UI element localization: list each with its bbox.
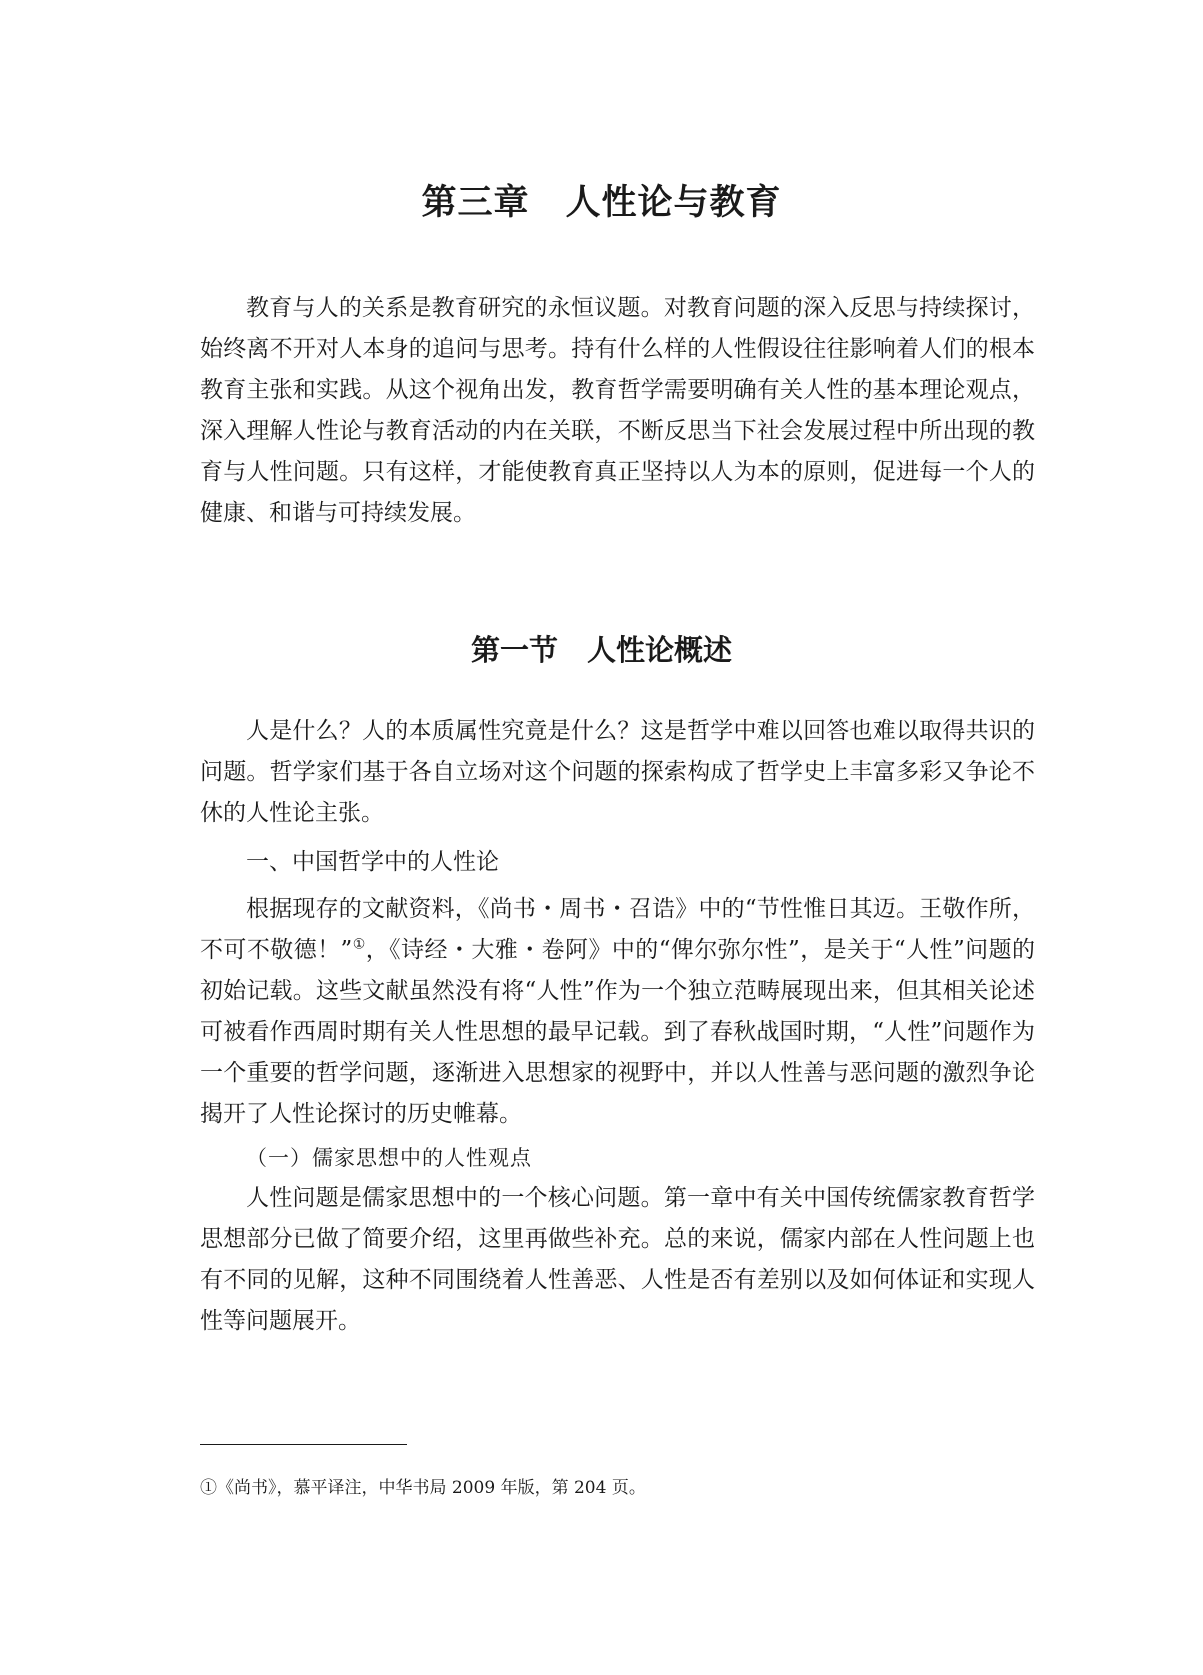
- footnote: ①《尚书》，慕平译注，中华书局 2009 年版，第 204 页。: [200, 1478, 646, 1498]
- paragraph-text-part-2: ，《诗经・大雅・卷阿》中的“俾尔弥尔性”，是关于“人性”问题的初始记载。这些文献虽然没有将“人性”作为一个独立范畴展现出来，但其相关论述可被看作西周时期有关人性思想的最早记载。到了春秋战国时期，“人性”问题作为一个重要的哲学问题，逐渐进入思想家的视野中，并以人性善与恶问题的激烈争论揭开了人性论探讨的历史帷幕。: [200, 937, 1035, 1127]
- section-title: 第一节 人性论概述: [470, 633, 732, 667]
- section-intro-paragraph: 人是什么？人的本质属性究竟是什么？这是哲学中难以回答也难以取得共识的问题。哲学家们基于各自立场对这个问题的探索构成了哲学史上丰富多彩又争论不休的人性论主张。: [200, 718, 1035, 826]
- subheading-confucian: （一）儒家思想中的人性观点: [246, 1146, 532, 1170]
- footnote-marker[interactable]: ①: [352, 936, 366, 953]
- subheading-chinese-philosophy: 一、中国哲学中的人性论: [246, 849, 499, 875]
- chapter-title: 第三章 人性论与教育: [421, 183, 782, 223]
- paragraph-historical-records: [200, 889, 1035, 1135]
- intro-paragraph: 教育与人的关系是教育研究的永恒议题。对教育问题的深入反思与持续探讨，始终离不开对人本身的追问与思考。持有什么样的人性假设往往影响着人们的根本教育主张和实践。从这个视角出发，教育哲学需要明确有关人性的基本理论观点，深入理解人性论与教育活动的内在关联，不断反思当下社会发展过程中所出现的教育与人性问题。只有这样，才能使教育真正坚持以人为本的原则，促进每一个人的健康、和谐与可持续发展。: [200, 295, 1035, 526]
- paragraph-text-part-1: 根据现存的文献资料，《尚书・周书・召诰》中的“节性惟日其迈。王敬作所，不可不敬德！”: [200, 896, 1035, 963]
- paragraph-confucian-humanity: 人性问题是儒家思想中的一个核心问题。第一章中有关中国传统儒家教育哲学思想部分已做了简要介绍，这里再做些补充。总的来说，儒家内部在人性问题上也有不同的见解，这种不同围绕着人性善恶、人性是否有差别以及如何体证和实现人性等问题展开。: [200, 1185, 1035, 1334]
- footnote-divider: [200, 1444, 407, 1445]
